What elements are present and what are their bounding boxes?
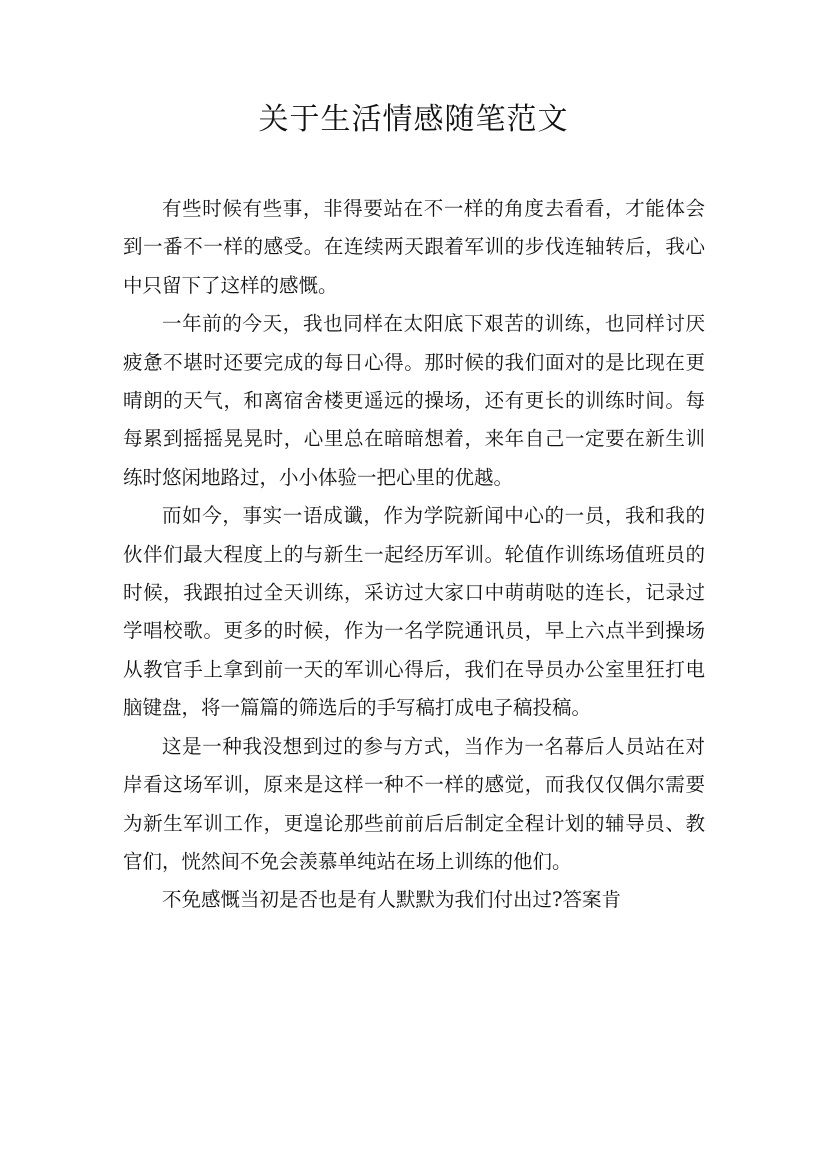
paragraph: 不免感慨当初是否也是有人默默为我们付出过?答案肯 [162, 888, 621, 912]
paragraph: 一年前的今天，我也同样在太阳底下艰苦的训练，也同样讨厌疲惫不堪时还要完成的每日心得。那时候的我们面对的是比现在更晴朗的天气，和离宿舍楼更遥远的操场，还有更长的训练时间。每每累到摇摇晃晃时，心里总在暗暗想着，来年自己一定要在新生训练时悠闲地路过，小小体验一把心里的优越。 [123, 312, 705, 489]
paragraph: 这是一种我没想到过的参与方式，当作为一名幕后人员站在对岸看这场军训，原来是这样一种不一样的感觉，而我仅仅偶尔需要为新生军训工作，更遑论那些前前后后制定全程计划的辅导员、教官们，恍然间不免会羡慕单纯站在场上训练的他们。 [123, 734, 705, 873]
document-body [123, 190, 705, 920]
paragraph: 而如今，事实一语成谶，作为学院新闻中心的一员，我和我的伙伴们最大程度上的与新生一起经历军训。轮值作训练场值班员的时候，我跟拍过全天训练，采访过大家口中萌萌哒的连长，记录过学唱校歌。更多的时候，作为一名学院通讯员，早上六点半到操场从教官手上拿到前一天的军训心得后，我们在导员办公室里狂打电脑键盘，将一篇篇的筛选后的手写稿打成电子稿投稿。 [123, 504, 705, 720]
document-title: 关于生活情感随笔范文 [258, 102, 569, 137]
paragraph: 有些时候有些事，非得要站在不一样的角度去看看，才能体会到一番不一样的感受。在连续两天跟着军训的步伐连轴转后，我心中只留下了这样的感慨。 [123, 197, 705, 297]
